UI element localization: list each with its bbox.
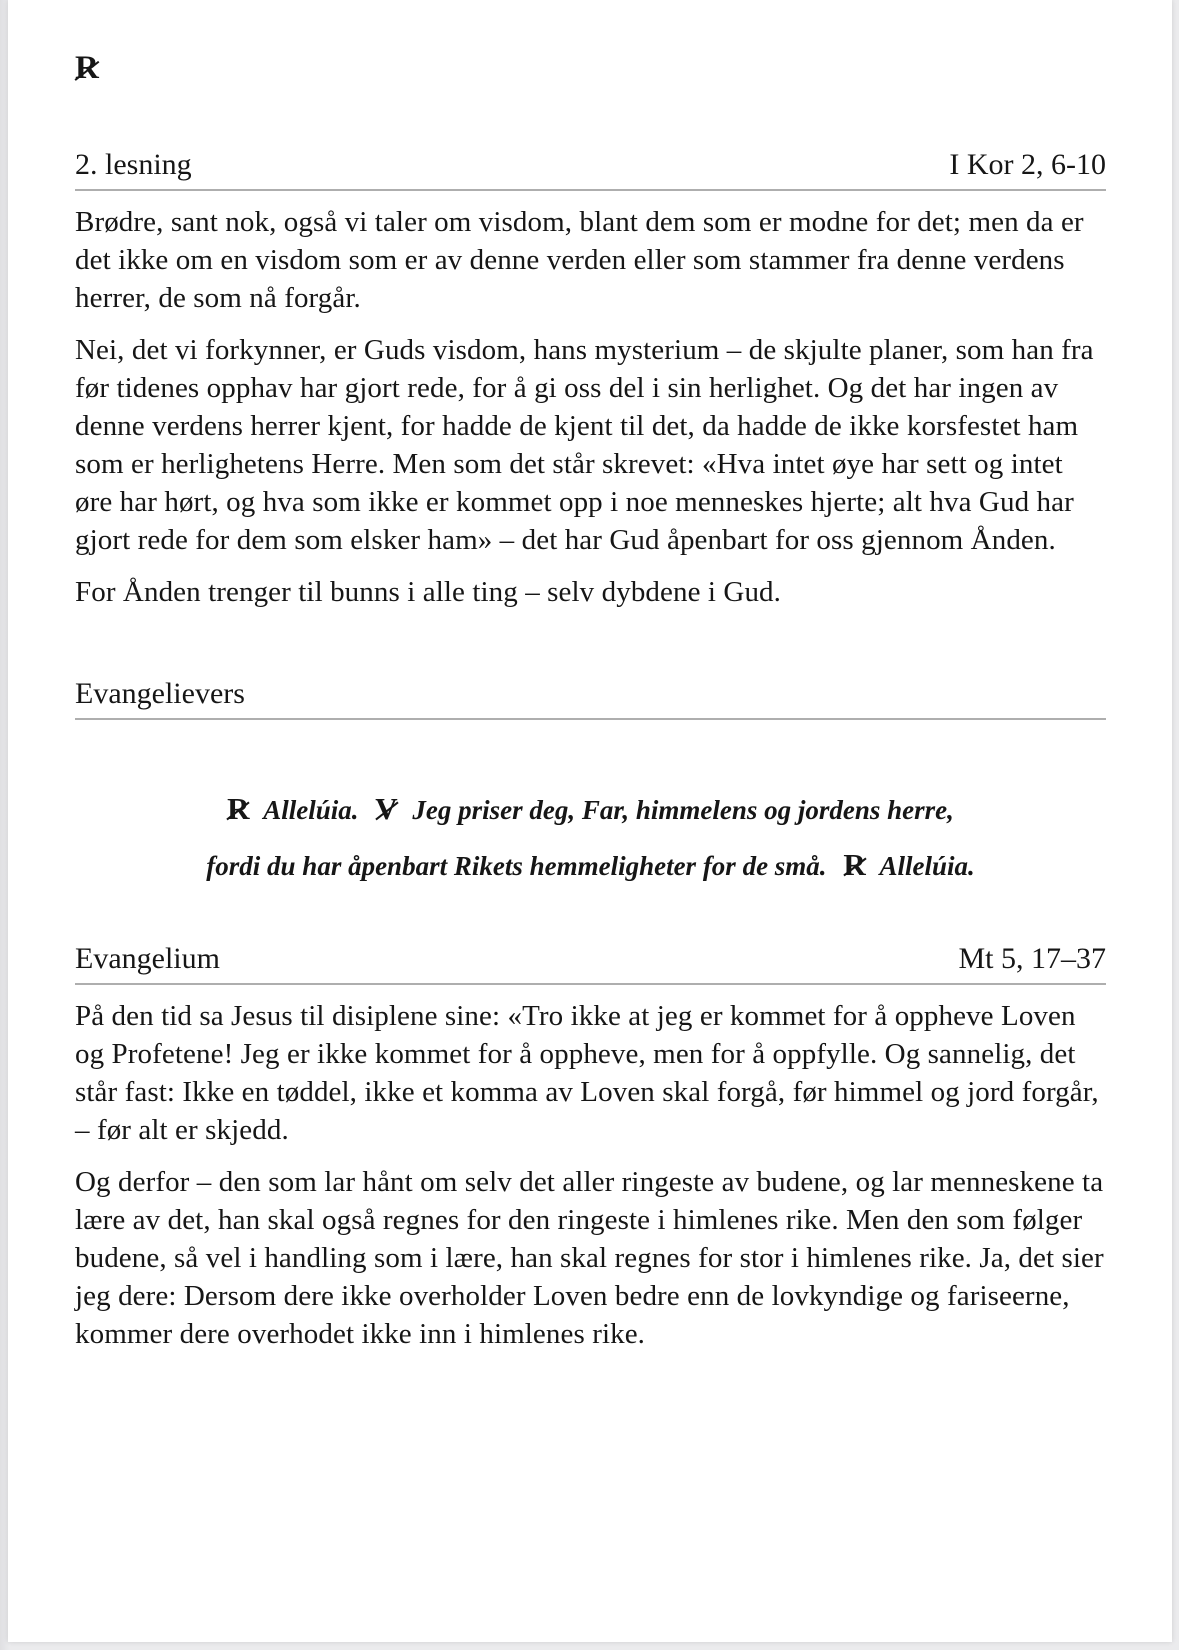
gospel-acclamation — [75, 782, 1106, 894]
second-reading-title: 2. lesning — [75, 148, 192, 181]
gospel-paragraph: Og derfor – den som lar hånt om selv det aller ringeste av budene, og lar menneskene ta lære av det, han skal også regnes for den ringeste i himlenes rike. Men den som følger budene, så vel i handling som i lære, han skal regnes for stor i himlenes rike. Ja, det sier jeg dere: Dersom dere ikke overholder Loven bedre enn de lovkyndige og fariseerne, kommer dere overhodet ikke inn i himlenes rike. — [75, 1166, 1104, 1350]
gospel-verse-header — [75, 675, 1106, 720]
acclamation-line — [75, 838, 1106, 894]
gospel-header — [75, 940, 1106, 985]
versicle-icon: V — [375, 791, 398, 826]
acclamation-versicle-text: fordi du har åpenbart Rikets hemmeligheter for de små. — [206, 851, 827, 881]
document-page — [8, 0, 1172, 1642]
responsum-icon: R — [843, 847, 866, 882]
second-reading-paragraph: Brødre, sant nok, også vi taler om visdom, blant dem som er modne for det; men da er det ikke om en visdom som er av denne verden eller som stammer fra denne verdens herrer, de som nå forgår. — [75, 206, 1084, 314]
acclamation-response-text: Allelúia. — [879, 851, 975, 881]
gospel-paragraph: På den tid sa Jesus til disiplene sine: «Tro ikke at jeg er kommet for å oppheve Loven og Profetene! Jeg er ikke kommet for å oppheve, men for å oppfylle. Og sannelig, det står fast: Ikke en tøddel, ikke et komma av Loven skal forgå, før himmel og jord forgår, – før alt er skjedd. — [75, 1000, 1099, 1146]
acclamation-versicle-text: Jeg priser deg, Far, himmelens og jordens herre, — [412, 795, 954, 825]
gospel-title: Evangelium — [75, 942, 220, 975]
second-reading-reference: I Kor 2, 6-10 — [949, 148, 1106, 181]
second-reading-header — [75, 146, 1106, 191]
acclamation-line — [75, 782, 1106, 838]
top-marker-row — [75, 52, 1106, 92]
responsum-icon: R — [75, 50, 99, 86]
responsum-icon: R — [227, 791, 250, 826]
second-reading-paragraph: For Ånden trenger til bunns i alle ting – selv dybdene i Gud. — [75, 576, 782, 608]
gospel-verse-title: Evangelievers — [75, 677, 245, 710]
second-reading-paragraph: Nei, det vi forkynner, er Guds visdom, hans mysterium – de skjulte planer, som han fra før tidenes opphav har gjort rede, for å gi oss del i sin herlighet. Og det har ingen av denne verdens herrer kjent, for hadde de kjent til det, da hadde de ikke korsfestet ham som er herlighetens Herre. Men som det står skrevet: «Hva intet øye har sett og intet øre har hørt, og hva som ikke er kommet opp i noe menneskes hjerte; alt hva Gud har gjort rede for dem som elsker ham» – det har Gud åpenbart for oss gjennom Ånden. — [75, 334, 1094, 556]
gospel-reference: Mt 5, 17–37 — [958, 942, 1106, 975]
acclamation-response-text: Allelúia. — [263, 795, 359, 825]
